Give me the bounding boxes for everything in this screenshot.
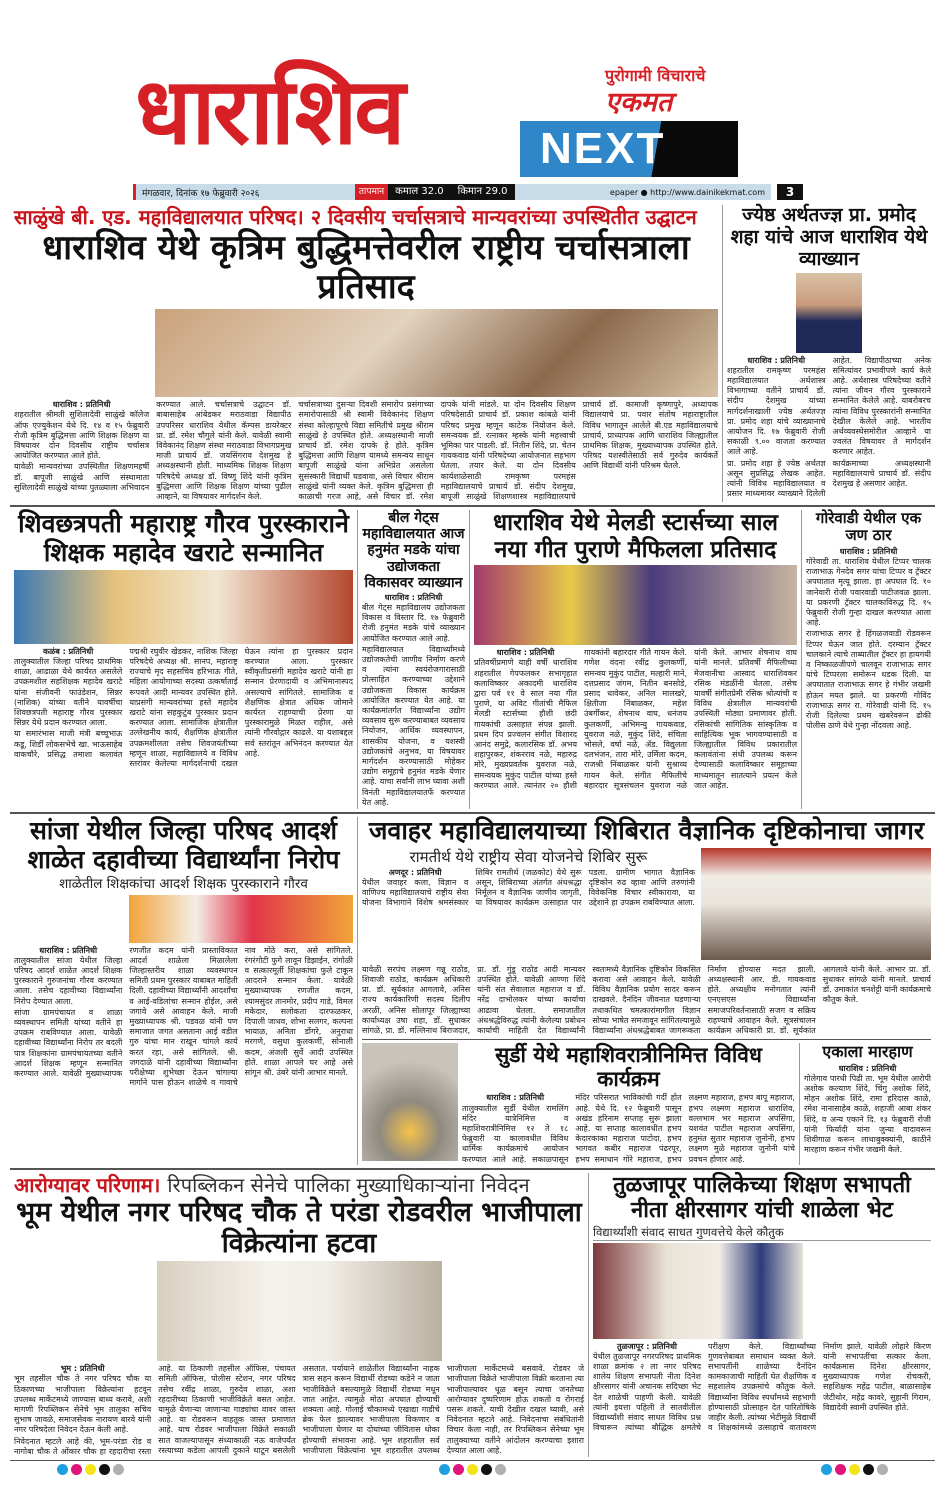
row-surdi	[362, 1039, 931, 1165]
headline-shah-lecture: ज्येष्ठ अर्थतज्ज्ञ प्रा. प्रमोद शहा यांचे आज धाराशिव येथे व्याख्यान	[730, 204, 928, 270]
byline: तुळजापूर : प्रतिनिधी	[617, 1341, 677, 1351]
byline: धाराशिव : प्रतिनिधी	[486, 1093, 545, 1103]
article-body	[14, 895, 353, 1089]
magenta-dot	[453, 1464, 464, 1475]
byline: अणदूर : प्रतिनिधी	[388, 867, 442, 877]
headline-sanja: सांजा येथील जिल्हा परिषद आदर्श शाळेत दहावीच्या विद्यार्थ्यांना निरोप	[27, 815, 340, 874]
article-kharate	[10, 510, 357, 809]
article-body	[727, 273, 931, 500]
photo-tuljapur	[593, 1243, 803, 1339]
page-number: 3	[777, 184, 803, 200]
paragraph: बील गेट्स महाविद्यालय उद्योजकता विकास व विस्तार दि. १७ फेब्रुवारी रोजी हनुमंत मडके यांचे व्याख्यान आयोजित करण्यात आले आहे.	[362, 602, 465, 643]
black-dot	[481, 1464, 492, 1475]
article-tuljapur	[588, 1173, 935, 1457]
headline-jawahar: जवाहर महाविद्यालयाच्या शिबिरात वैज्ञानिक दृष्टिकोनाचा जागर	[368, 815, 925, 845]
paragraph: प्रतिवर्षीप्रमाणे याही वर्षी धाराशिव शहरातील गेपफलकर सभागृहात कलाविष्कार अकादमी धाराशिव द्वारा पर्व ११ वे साल नया गीत पुराणे, या अविट गीतांची मैफिल मेलडी स्टार्सच्या हौशी छंदी गायकांची उत्साहात संपन्न झाली. प्रथम दिप प्रज्वलन संगीत विशारद आनंद समुद्रे, कलारसिक डॉ. अभय शहापुरकर, शंकरराव नळे, महारुद्र मोरे, मुख्यप्रवर्तक युवराज नळे, समन्वयक मुकुंद पाटील यांच्या हस्ते करण्यात आले. त्यानंतर २० हौशी गायकांनी बहारदार गीते गायन केले. गणेश वंदना रवींद्र कुलकर्णी, समन्वय मुकुंद पाटील, मल्हारी माने, दत्तप्रसाद जंगम, नितीन बनसोडे, प्रसाद धावेकर, अनिल मालखरे, क्षितीजा निंबाळकर, महेश उंबर्गीकर, शेषनाथ वाघ, धनंजय कुलकर्णी, अभिमन्यु गायकवाड, युवराज नळे, मुकुंद शिंदे, संचिता भोसले, वर्षा नळे, ॲड. विद्युलता दलभंजन, तारा मोरे, उर्मिला कदम, राजश्री निंबाळकर यांनी सुश्राव्य गायन केले. संगीत मैफिलीचे बहारदार सूत्रसंचलन युवराज नळे यांनी केले. आभार शेषनाथ वाघ यांनी मानले. प्रतिवर्षी मैफिलीच्या मेजवानीचा आस्वाद धाराशिवकर रसिक मंडळींनी घेतला. तसेच यावर्षी संगीतप्रेमी रसिक श्रोत्यांची व विविध क्षेत्रातील मान्यवरांची उपस्थिती मोठ्या प्रमाणावर होती. रसिकांची सांगितिक सांस्कृतिक व साहित्यिक भूक भागवण्यासाठी व जिल्ह्यातील विविध प्रकारातील कलावंतांना संधी उपलब्ध करून देण्यासाठी कलाविष्कार समूहाच्या माध्यमातून सातत्याने प्रयत्न केले जात आहेत.	[474, 648, 797, 790]
photo-kharate	[14, 570, 353, 644]
gray-dot	[877, 1464, 888, 1475]
article-bill-gates	[357, 510, 469, 809]
article-vendors	[10, 1173, 588, 1457]
cyan-dot	[821, 1464, 832, 1475]
article-jawahar	[362, 817, 931, 1036]
kicker	[14, 1173, 584, 1197]
gray-dot	[113, 1464, 124, 1475]
article-melody-stars	[469, 510, 801, 809]
photo-sanja	[129, 895, 353, 943]
headline-surdi: सुर्डी येथे महाशिवरात्रीनिमित्त विविध कार्यक्रम	[495, 1043, 762, 1092]
paragraph: निवेदनात म्हटले आहे की, भूम-परंडा रोड व नागोबा चौक ते ओंकार चौक हा रहदारीचा रस्ता आहे. या ठिकाणी तहसील ऑफिस, पंचायत समिती ऑफिस, पोलीस स्टेशन, नगर परिषद तसेच रवींद्र शाळा, गुरुदेव शाळा, अशा रहदारीच्या ठिकाणी भाजीविक्रेते बसत आहेत. यामुळे येणाऱ्या जाणाऱ्या गाड्यांचा वावर जास्त आहे. या रोडवरून वाहतूक जास्त प्रमाणात आहे. याच रोडवर भाजीपाला विक्रेते सकाळी सात वाजल्यापासून संध्याकाळी नऊ वाजेपर्यंत रस्त्याच्या कडेला आपली दुकाने थाटून बसलेली असतात. पर्यायाने शाळेतील विद्यार्थ्यांना नाहक त्रास सहन करून विद्यार्थी रोडच्या कडेने न जाता भाजीविक्रेते बसल्यामुळे विद्यार्थी रोडच्या मधून जात आहेत. त्यामुळे मोठा अपघात होण्याची शक्यता आहे. गोलाई चौकामध्ये एखाद्या गाडीचे ब्रेक फेल झाल्यावर भाजीपाला विकणार व भाजीपाला घेणार या दोघांच्या जीवितास धोका होण्याची संभावना आहे. भूम शहरातील सर्व भाजीपाला विक्रेत्यांना भूम शहरातील उपलब्ध भाजीपाला मार्केटमध्ये बसवावे. रोडवर जे भाजीपाला विक्रेते भाजीपाला विक्री करताना त्या भाजीपाल्यावर धूळ बसून त्याचा जनतेच्या आरोग्यावर दुष्परिणाम होऊ शकतो व रोगराई पसरू शकते. याची देखील दखल घ्यावी, असे निवेदनात म्हटले आहे. निवेदनाचा संबंधितांनी विचार केला नाही, तर रिपब्लिकन सेनेच्या भूम तालुक्याच्या वतीने आंदोलन करण्याचा इशारा देण्यात आला आहे.	[14, 1364, 584, 1456]
paragraph: येथील जवाहर कला, विज्ञान व वाणिज्य महाविद्यालयाचे राष्ट्रीय सेवा योजना विभागाने विशेष श्रमसंस्कार शिबिर रामतीर्थ (जळकोट) येथे सुरू असून, शिबिराच्या अंतर्गत अंधश्रद्धा निर्मूलन व वैज्ञानिक जाणीव जागृती, या विषयावर कार्यक्रम उत्साहात पार पडला. ग्रामीण भागात वैज्ञानिक दृष्टिकोन रुढ व्हावा आणि तरुणांनी विवेकनिष्ठ विचार स्वीकारावा, या उद्देशाने हा उपक्रम राबविण्यात आला.	[362, 867, 695, 908]
paragraph: शहरातील रामकृष्ण परमहंस महाविद्यालयात अर्थशास्त्र विभागाच्या वतीने प्राचार्य डॉ. संदीप देशमुख यांच्या मार्गदर्शनाखाली ज्येष्ठ अर्थतज्ज्ञ प्रा. प्रमोद शहा यांचे व्याख्यानाचे आयोजन दि. १७ फेब्रुवारी रोजी सकाळी ९.०० वाजता करण्यात आले आहे.	[727, 365, 826, 457]
paragraph: तालुक्यातील सुर्डी येथील रामलिंग मंदिर यात्रेनिमित्त व महाशिवरात्रीनिमित्त १२ ते १८ फेब्रुवारी या कालावधीत विविध धार्मिक कार्यक्रमांचे आयोजन करण्यात आले आहे. सकाळपासून मंदिर परिसरात भाविकांची गर्दी होत आहे. येथे दि. १२ फेब्रुवारी पासून अखंड हरिनाम सप्ताह सुरू झाला आहे. या सप्ताह कालावधीत हभप केदारकाका महाराज पाटोदा, हभप भागवत कबीर महाराज पंढरपूर, हभप समाधान गोरे महाराज, हभप लक्ष्मण महाराज, हभप बापू महाराज, हभप लक्ष्मण महाराज धाराशिव, वल्लभाम भर महाराज अपसिंगा, यशवंत पाटील महाराज अपसिंगा, हनुमंत सुतार महाराज जुनोनी, हभप लक्ष्मण मुळे महाराज जुनोनी यांचे प्रवचन होणार आहे.	[462, 1093, 795, 1164]
epaper-link[interactable]: epaper ● http://www.dainikekmat.com	[609, 187, 765, 197]
paragraph: प्रा. प्रमोद शहा हे ज्येष्ठ अर्थतज्ञ असून सुप्रसिद्ध लेखक आहेत. त्यांनी विविध महाविद्यालयात व प्रसार माध्यमावर व्याख्याने दिलेली आहेत. विद्यापीठाच्या अनेक समित्यांवर प्रभावीपणे कार्य केले आहे. अर्थशास्त्र परिषदेच्या वतीने त्यांना जीवन गौरव पुरस्काराने सन्मानित केलेले आहे. याबरोबरच त्यांना विविध पुरस्कारांनी सन्मानित देखील केलेले आहे. भारतीय अर्थव्यवस्थेसमोरील आव्हाने या ज्वलंत विषयावर ते मार्गदर्शन करणार आहेत.	[727, 355, 931, 499]
min-temperature: किमान 29.0	[451, 184, 515, 200]
print-registration-marks	[57, 1464, 124, 1475]
byline: धाराशिव : प्रतिनिधी	[496, 648, 555, 658]
headline-ekala-marhan: एकाला मारहाण	[822, 1042, 913, 1062]
article-ekala-marhan	[799, 1043, 931, 1165]
headline-vendors: भूम येथील नगर परिषद चौक ते परंडा रोडवरील भाजीपाला विक्रेत्यांना हटवा	[16, 1197, 582, 1260]
cyan-dot	[439, 1464, 450, 1475]
photo-jawahar	[701, 848, 931, 960]
next-logo: NEXT	[520, 121, 738, 177]
photo-ai-seminar	[155, 309, 718, 397]
masthead-logo: धाराशिव	[135, 58, 403, 165]
temperature-label: तापमान	[355, 184, 388, 200]
subheadline-sanja: शाळेतील शिक्षकांचा आदर्श शिक्षक पुरस्काराने गौरव	[59, 876, 308, 893]
byline: धाराशिव : प्रतिनिधी	[839, 546, 898, 556]
black-dot	[99, 1464, 110, 1475]
subheadline-tuljapur: विद्यार्थ्यांशी संवाद साधत गुणवत्तेचे केले कौतुक	[593, 1226, 931, 1241]
column-right	[357, 817, 935, 1165]
article-body	[806, 547, 931, 732]
paragraph: गोलेगाव पारधी पिढी ता. भूम येथील आरोपी अशोक कल्याण शिंदे, चिंगु अशोक शिंदे, मोहन अशोक शिंदे, रामा हरिदास काळे, रमेश नानासाहेब काळे, शहाजी आबा शंकर शिंदे, व अन्य एकाने दि. १३ फेब्रुवारी रोजी यांनी फिर्यादी यांना जुन्या वादावरून शिवीगाळ करून लाथाबुक्क्यांनी, काठीने मारहाण करून गंभीर जखमी केले.	[804, 1073, 931, 1155]
max-temperature: कमाल 32.0	[388, 184, 450, 200]
headline-ai-seminar: धाराशिव येथे कृत्रिम बुद्धिमत्तेवरील राष्ट्रीय चर्चासत्राला प्रतिसाद	[42, 228, 690, 308]
row-second	[10, 505, 935, 809]
kicker-rest: रिपब्लिकन सेनेचे पालिका मुख्याधिकाऱ्यांना निवेदन	[167, 1173, 530, 1198]
brand-name: एकमत	[605, 87, 673, 118]
row-third	[10, 812, 935, 1165]
headline-melody-stars: धाराशिव येथे मेलडी स्टार्सच्या साल नया गीत पुराणे मैफिलला प्रतिसाद	[492, 510, 779, 563]
paragraph: गोरेवाडी ता. धाराशिव येथील टिप्पर चालक राजाभाऊ गेनदेव सगर यांचा टिप्पर व ट्रॅक्टर अपघातात मृत्यू झाला. हा अपघात दि. १० जानेवारी रोजी पवारवाडी पाटीजवळ झाला. या प्रकरणी ट्रॅक्टर चालकाविरुद्ध दि. १५ फेब्रुवारी रोजी गुन्हा दाखल करण्यात आला आहे.	[806, 556, 931, 628]
temperature	[355, 184, 515, 200]
article-body	[804, 1064, 931, 1156]
article-body	[362, 593, 465, 808]
magenta-dot	[835, 1464, 846, 1475]
yellow-dot	[85, 1464, 96, 1475]
yellow-dot	[467, 1464, 478, 1475]
paragraph: यावेळी मान्यवरांच्या उपस्थितीत शिक्षणमहर्षी डॉ. बापूजी साळुंखे आणि संस्थामाता सुशिलादेवी साळुंखे यांच्या पुतळ्याला अभिवादन करण्यात आले. चर्चासत्राचे उद्घाटन डॉ. बाबासाहेब आंबेडकर मराठवाडा विद्यापीठ उपपरिसर धाराशिव येथील कॅम्पस डायरेक्टर प्रा. डॉ. रमेश चौगुले यांनी केले. यावेळी स्वामी विवेकानंद शिक्षण संस्था मराठवाडा विभागप्रमुख माजी प्राचार्य डॉ. जयसिंगराव देशमुख हे अध्यक्षस्थानी होती. माध्यमिक शिक्षक शिक्षण परिषदेचे अध्यक्ष डॉ. विष्णू शिंदे यांनी कृत्रिम बुद्धिमत्ता आणि शिक्षक शिक्षण यांच्या पुढील आव्हाने, या विषयावर मार्गदर्शन केले.	[14, 400, 292, 502]
photo-vendors	[157, 1261, 442, 1361]
paragraph: महाविद्यालयात विद्यार्थ्यांमध्ये उद्योजकतेची जाणीव निर्माण करणे व त्यांना स्वयंरोजगारासाठी प्रोत्साहित करण्याच्या उद्देशाने उद्योजकता विकास कार्यक्रम आयोजित करण्यात येत आहे. या कार्यक्रमांतर्गत विद्यार्थ्यांना उद्योग व्यवसाय सुरू करण्याबाबत व्यवसाय नियोजन, आर्थिक व्यवस्थापन, शासकीय योजना, व यशस्वी उद्योजकांचे अनुभव, या विषयावर मार्गदर्शन करण्यासाठी मोहेकर उद्योग समूहाचे हनुमंत मडके येणार आहे. याचा सर्वांनी लाभ घ्यावा अशी विनंती महाविद्यालयातर्फे करण्यात येत आहे.	[362, 644, 465, 807]
paragraph: यावेळी सरपंच लक्ष्मण गन्नू राठोड, शिवाजी राठोड, कार्यक्रम अधिकारी प्रा. डॉ. सूर्यकांत आगलावे, अनिस राज्य कार्यकारिणी सदस्य दिलीप अरळी, अनिस सोलापूर जिल्ह्याच्या कार्याध्यक्ष उषा शहा, डॉ. सुधाकर सांगळे, प्रा. डॉ. मल्लिनाथ बिराजदार, प्रा. डॉ. गुंडू राठोड आदी मान्यवर उपस्थित होते. यावेळी आण्णा शिंदे यांनी संत सेवालाल महाराज व डॉ. नरेंद्र दाभोलकर यांच्या कार्याचा आढावा घेतला. समाजातील अंधश्रद्धेविरुद्ध त्यांनी केलेल्या प्रबोधन कार्याची माहिती देत विद्यार्थ्यांनी स्वतःमध्ये वैज्ञानिक दृष्टिकोन विकसित करावा असे आवाहन केले. यावेळी विविध वैज्ञानिक प्रयोग सादर करून दाखवले. दैनंदिन जीवनात घडणाऱ्या तथाकथित चमत्कारांमागील विज्ञान सोप्या भाषेत समजावून सांगितल्यामुळे विद्यार्थ्यांना अंधश्रद्धेबाबत जागरूकता निर्माण होण्यास मदत झाली. अध्यक्षस्थानी आर. डी. गायकवाड होते. अध्यक्षीय मनोगतात त्यांनी एनएसएस विद्यार्थ्यांना समाजपरिवर्तनासाठी सजग व सक्रिय राहण्याचे आवाहन केले. सूत्रसंचालन कार्यक्रम अधिकारी प्रा. डॉ. सूर्यकांत आगलावे यांनी केले. आभार प्रा. डॉ. सुधाकर सांगळे यांनी मानले. प्राचार्य डॉ. उमाकांत चनशेट्टी यांनी कार्यक्रमाचे कौतुक केले.	[362, 964, 931, 1035]
photo-surdi-temple	[362, 1043, 458, 1161]
paragraph: शहरातील श्रीमती सुशिलादेवी साळुंखे कॉलेज ऑफ एज्युकेशन येथे दि. १४ व १५ फेब्रुवारी रोजी कृत्रिम बुद्धिमत्ता आणि शिक्षक शिक्षण या विषयावर दोन दिवसीय राष्ट्रीय चर्चासत्र आयोजित करण्यात आले होते.	[14, 410, 150, 461]
row-top	[10, 202, 935, 502]
info-strip	[133, 184, 771, 200]
print-registration-marks	[821, 1464, 888, 1475]
paragraph: भूम तहसील चौक ते नगर परिषद चौक या ठिकाणच्या भाजीपाला विक्रेत्यांना हटवून उपलब्ध मार्केटमध्ये जाण्यास बाध्य करावे, अशी मागणी रिपब्लिकन सेनेचे भूम तालुका सचिव सुभाष जावळे, समाजसेवक नारायण बारवे यांनी नगर परिषदेला निवेदन देऊन केली आहे.	[14, 1374, 152, 1435]
article-body	[14, 570, 353, 769]
article-surdi	[462, 1043, 795, 1165]
byline: भूम : प्रतिनिधी	[60, 1364, 105, 1374]
article-sanja	[10, 817, 357, 1165]
masthead-tagline: पुरोगामी विचाराचे	[605, 66, 706, 85]
headline-tuljapur: तुळजापूर पालिकेच्या शिक्षण सभापती नीता क्षीरसागर यांची शाळेला भेट	[613, 1173, 911, 1224]
byline: कळंब : प्रतिनिधी	[43, 646, 94, 656]
photo-melody-stars	[474, 565, 797, 645]
article-gorewadi	[801, 510, 935, 809]
masthead	[0, 0, 945, 202]
byline: धाराशिव : प्रतिनिधी	[39, 945, 98, 955]
headline-gorewadi: गोरेवाडी येथील एक जण ठार	[815, 509, 922, 545]
article-body	[462, 1093, 795, 1165]
paragraph: कार्यक्रमाच्या अध्यक्षस्थानी महाविद्यालयाचे प्राचार्य डॉ. संदीप देशमुख हे असणार आहेत.	[832, 458, 931, 488]
issue-date: मंगळवार, दिनांक १७ फेब्रुवारी २०२६	[142, 188, 260, 199]
paragraph: या समारंभास माजी मंत्री बच्चूभाऊ कडू, शिर्डी लोकसभेचे खा. भाऊसाहेब वाकचौरे, प्रसिद्ध तमाशा कलावंत पद्मश्री रघुवीर खेडकर, नाशिक जिल्हा परिषदेचे अध्यक्ष श्री. सानप, महाराष्ट्र राज्याचे मृद सहसचिव हरिभाऊ गीते, महिला आयोगाच्या सदस्या उत्कर्षाताई रूपवते आदी मान्यवर उपस्थित होते. याप्रसंगी मान्यवरांच्या हस्ते महादेव खराटे यांना सहकुटुंब पुरस्कार प्रदान करण्यात आला. सामाजिक क्षेत्रातील उल्लेखनीय कार्य, शैक्षणिक क्षेत्रातील उपक्रमशीलता तसेच शिवजयंतीच्या म्हणून शाळा, महाविद्यालये व विविध स्तरांवर केलेल्या मार्गदर्शनाची दखल घेऊन त्यांना हा पुरस्कार प्रदान करण्यात आला. पुरस्कार स्वीकृतीप्रसंगी महादेव खराटे यांनी हा सन्मान प्रेरणादायी व अभिमानास्पद असल्याचे सांगितले. सामाजिक व शैक्षणिक क्षेत्रात अधिक जोमाने कार्यरत राहण्याची प्रेरणा या पुरस्कारामुळे मिळत राहील, असे त्यांनी गौरवोद्गार काढले. या यशाबद्दल सर्व स्तरांतून अभिनंदन करण्यात येत आहे.	[14, 646, 353, 768]
cyan-dot	[57, 1464, 68, 1475]
article-ai-seminar	[10, 205, 722, 502]
article-body	[474, 565, 797, 791]
paragraph: चर्चासत्राच्या दुसऱ्या दिवशी समारोप प्रसंगाच्या समारोपासाठी श्री स्वामी विवेकानंद शिक्षण संस्था कोल्हापूरचे विद्या समितीचे प्रमुख श्रीराम साळुंखे हे उपस्थित होते. अध्यक्षस्थानी माजी प्राचार्य डॉ. रमेश दापके हे होते. कृत्रिम बुद्धिमत्ता आणि शिक्षण यामध्ये समन्वय साधून बापूजी साळुंखे यांना अभिप्रेत असलेला सुसंस्कारी विद्यार्थी घडवावा, असे विचार श्रीराम साळुंखे यांनी व्यक्त केले. कृत्रिम बुद्धिमत्ता ही काळाची गरज आहे, असे विचार डॉ. रमेश दापके यांनी मांडले. या दोन दिवसीय शिक्षण परिषदेसाठी प्राचार्य डॉ. प्रकाश कांबळे यांनी परिषद प्रमुख म्हणून काटेक नियोजन केले. समन्वयक डॉ. रत्नाकर म्हस्के यांनी महत्त्वाची भूमिका पार पाडली. डॉ. नितीन शिंदे, प्रा. चेतन गायकवाड यांनी परिषदेच्या आयोजनात सहभाग घेतला. तयार केले. या दोन दिवसीय कार्यशाळेसाठी रामकृष्ण परमहंस महाविद्यालयाचे प्राचार्य डॉ. संदीप देशमुख, बापूजी साळुंखे शिक्षणशास्त्र महाविद्यालयाचे प्राचार्य डॉ. कामाजी कृष्णापुरे, अध्यापक विद्यालयाचे प्रा. पवार संतोष महाराष्ट्रातील विविध भागातून आलेले बी.एड महाविद्यालयाचे प्राचार्य, प्राध्यापक आणि धाराशिव जिल्ह्यातील प्राथमिक शिक्षक, मुख्याध्यापक उपस्थित होते. परिषद यशस्वीतेसाठी सर्व गुरुदेव कार्यकर्ते आणि विद्यार्थी यांनी परिश्रम घेतले.	[298, 400, 718, 502]
headline-bill-gates: बील गेट्स महाविद्यालयात आज हनुमंत मडके यांचा उद्योजकता विकासवर व्याख्यान	[362, 510, 465, 591]
row-bottom	[10, 1168, 935, 1457]
gray-dot	[495, 1464, 506, 1475]
magenta-dot	[71, 1464, 82, 1475]
paragraph: राजाभाऊ सगर हे हिंगळजवाडी रोडवरून टिप्पर घेऊन जात होते. दरम्यान ट्रॅक्टर चालकाने त्याचे ताब्यातील ट्रॅक्टर हा हायगयी व निष्काळजीपणे चालवून राजाभाऊ सगर यांचे टिप्परला समोरून धडक दिली. या अपघातात राजाभाऊ सगर हे गंभीर जखमी होऊन मयत झाले. या प्रकरणी गोविंद राजाभाऊ सगर रा. गोरेवाडी यांनी दि. १५ रोजी दिलेल्या प्रथम खबरेवरून ढोकी पोलीस ठाणे येथे गुन्हा नोंदवला आहे.	[806, 629, 931, 731]
print-registration-marks	[439, 1464, 506, 1475]
article-body	[362, 868, 695, 909]
photo-pramod-shah	[796, 273, 862, 353]
paragraph: सांजा ग्रामपंचायत व शाळा व्यवस्थापन समिती यांच्या वतीने हा उपक्रम राबविण्यात आला. यावेळी दहावीच्या विद्यार्थ्यांना निरोप तर बदली पात्र शिक्षकांना ग्रामपंचायतच्या वतीने आदर्श शिक्षक म्हणून सन्मानित करण्यात आले. यावेळी मुख्याध्यापक रणजीत कदम यांनी प्रास्ताविकात आदर्श शाळेला मिळालेला जिल्हास्तरीय शाळा व्यवस्थापन समिती प्रथम पुरस्कार याबाबत माहिती दिली. दहावीच्या विद्यार्थ्यांनी आदर्शांचा व आई-वडिलांचा सन्मान होईल, असे जगावे असे आवाहन केले. माजी मुख्याध्यापक श्री. पडवळ यांनी पण समाजात जगत असताना आई वडील गुरु यांचा मान राखून चांगले कार्य करत रहा, असे सांगितले. श्री. जगदाळे यांनी दहावीच्या विद्यार्थ्यांना परीक्षेच्या शुभेच्छा देऊन चांगल्या मार्गाने पास होऊन शाळेचे व गावाचे नाव मोठे करा, असे सांगितले. रंगरंगोटी फुगे लावून डिझाईन, रांगोळी व सत्कारमूर्ती शिक्षकांचा फुले टाकून आदराने सन्मान केला. यावेळी मुख्याध्यापक रणजीत कदम, श्यामसुंदर तानमोर, प्रदीप गाडे, विमल मकेदार, सलोकता दारफळकर, दिपाली जाधव, शोभा सलगर, कल्पना भायाळ, अनिता डोंगरे, अनुराधा मरगणे, वसुधा कुलकर्णी, सोनाली कदम, अंजली सुर्वे आदी उपस्थित होते. शाळा आपले घर आहे असे सांगून श्री. उंबरे यांनी आभार मानले.	[14, 945, 353, 1088]
print-marks-row	[10, 1460, 935, 1475]
byline: धाराशिव : प्रतिनिधी	[384, 592, 443, 602]
yellow-dot	[849, 1464, 860, 1475]
paragraph: येथील तुळजापूर नगरपरिषद प्राथमिक शाळा क्रमांक २ ला नगर परिषद शालेय शिक्षण सभापती नीता दिनेश क्षीरसागर यांनी अचानक सदिच्छा भेट देत शाळेची पाहणी केली. यावेळी त्यांनी इयत्ता पहिली ते सातवीतील विद्यार्थ्यांशी संवाद साधत विविध प्रश्न विचारून त्यांच्या बौद्धिक क्षमतेचे परीक्षण केले. विद्यार्थ्यांच्या गुणवत्तेबाबत समाधान व्यक्त केले. सभापतींनी शाळेच्या दैनंदिन कामकाजाची माहिती घेत शैक्षणिक व सहशालेय उपक्रमांचे कौतुक केले. विद्यार्थ्यांना विविध स्पर्धांमध्ये सहभागी होण्यासाठी प्रोत्साहन देत पारितोषिके जाहीर केली. त्यांच्या भेटीमुळे विद्यार्थी व शिक्षकांमध्ये उत्साहाचे वातावरण निर्माण झाले. यावेळी लोहारे किरण यांनी सभापतींचा सत्कार केला. कार्यक्रमास दिनेश क्षीरसागर, मुख्याध्यापक गणेश रोचकरी, सहशिक्षक महेंद्र पाटील, बाळासाहेब जेटीथोर, महेंद्र कावरे, सुहानी गिराम, विद्यादेवी स्वामी उपस्थित होते.	[593, 1341, 931, 1433]
subheadline-jawahar: रामतीर्थ येथे राष्ट्रीय सेवा योजनेचे शिबिर सुरू	[409, 847, 648, 866]
headline-kharate: शिवछत्रपती महाराष्ट्र गौरव पुरस्काराने शिक्षक महादेव खराटे सन्मानित	[18, 509, 349, 567]
byline: धाराशिव : प्रतिनिधी	[747, 355, 806, 365]
black-dot	[863, 1464, 874, 1475]
article-body	[593, 1243, 931, 1434]
jawahar-top	[362, 848, 931, 963]
paragraph: तालुक्यातील जिल्हा परिषद प्राथमिक शाळा, आढाळा येथे कार्यरत असलेले उपक्रमशील सहशिक्षक महादेव खराटे यांना संजीवनी फाउंडेशन, सिन्नर (नाशिक) यांच्या वतीने यावर्षीचा शिवछत्रपती महाराष्ट्र गौरव पुरस्कार सिन्नर येथे प्रदान करण्यात आला.	[14, 656, 123, 728]
byline: धाराशिव : प्रतिनिधी	[52, 400, 111, 410]
kicker: साळुंखे बी. एड. महाविद्यालयात परिषद। २ दिवसीय चर्चासत्राचे मान्यवरांच्या उपस्थितीत उद्घाटन	[14, 205, 697, 229]
byline: धाराशिव : प्रतिनिधी	[838, 1063, 897, 1073]
article-body	[362, 965, 931, 1036]
article-body	[14, 309, 718, 502]
article-body	[14, 1261, 584, 1457]
jawahar-lead	[362, 848, 695, 963]
article-shah-lecture	[722, 205, 935, 502]
kicker-red: आरोग्यावर परिणाम।	[14, 1173, 161, 1198]
paragraph: तालुक्यातील सांजा येथील जिल्हा परिषद आदर्श शाळेत आदर्श शिक्षक पुरस्काराने गुरुजनांचा गौरव करण्यात आला. तसेच दहावीच्या विद्यार्थ्यांना निरोप देण्यात आला.	[14, 955, 123, 1006]
